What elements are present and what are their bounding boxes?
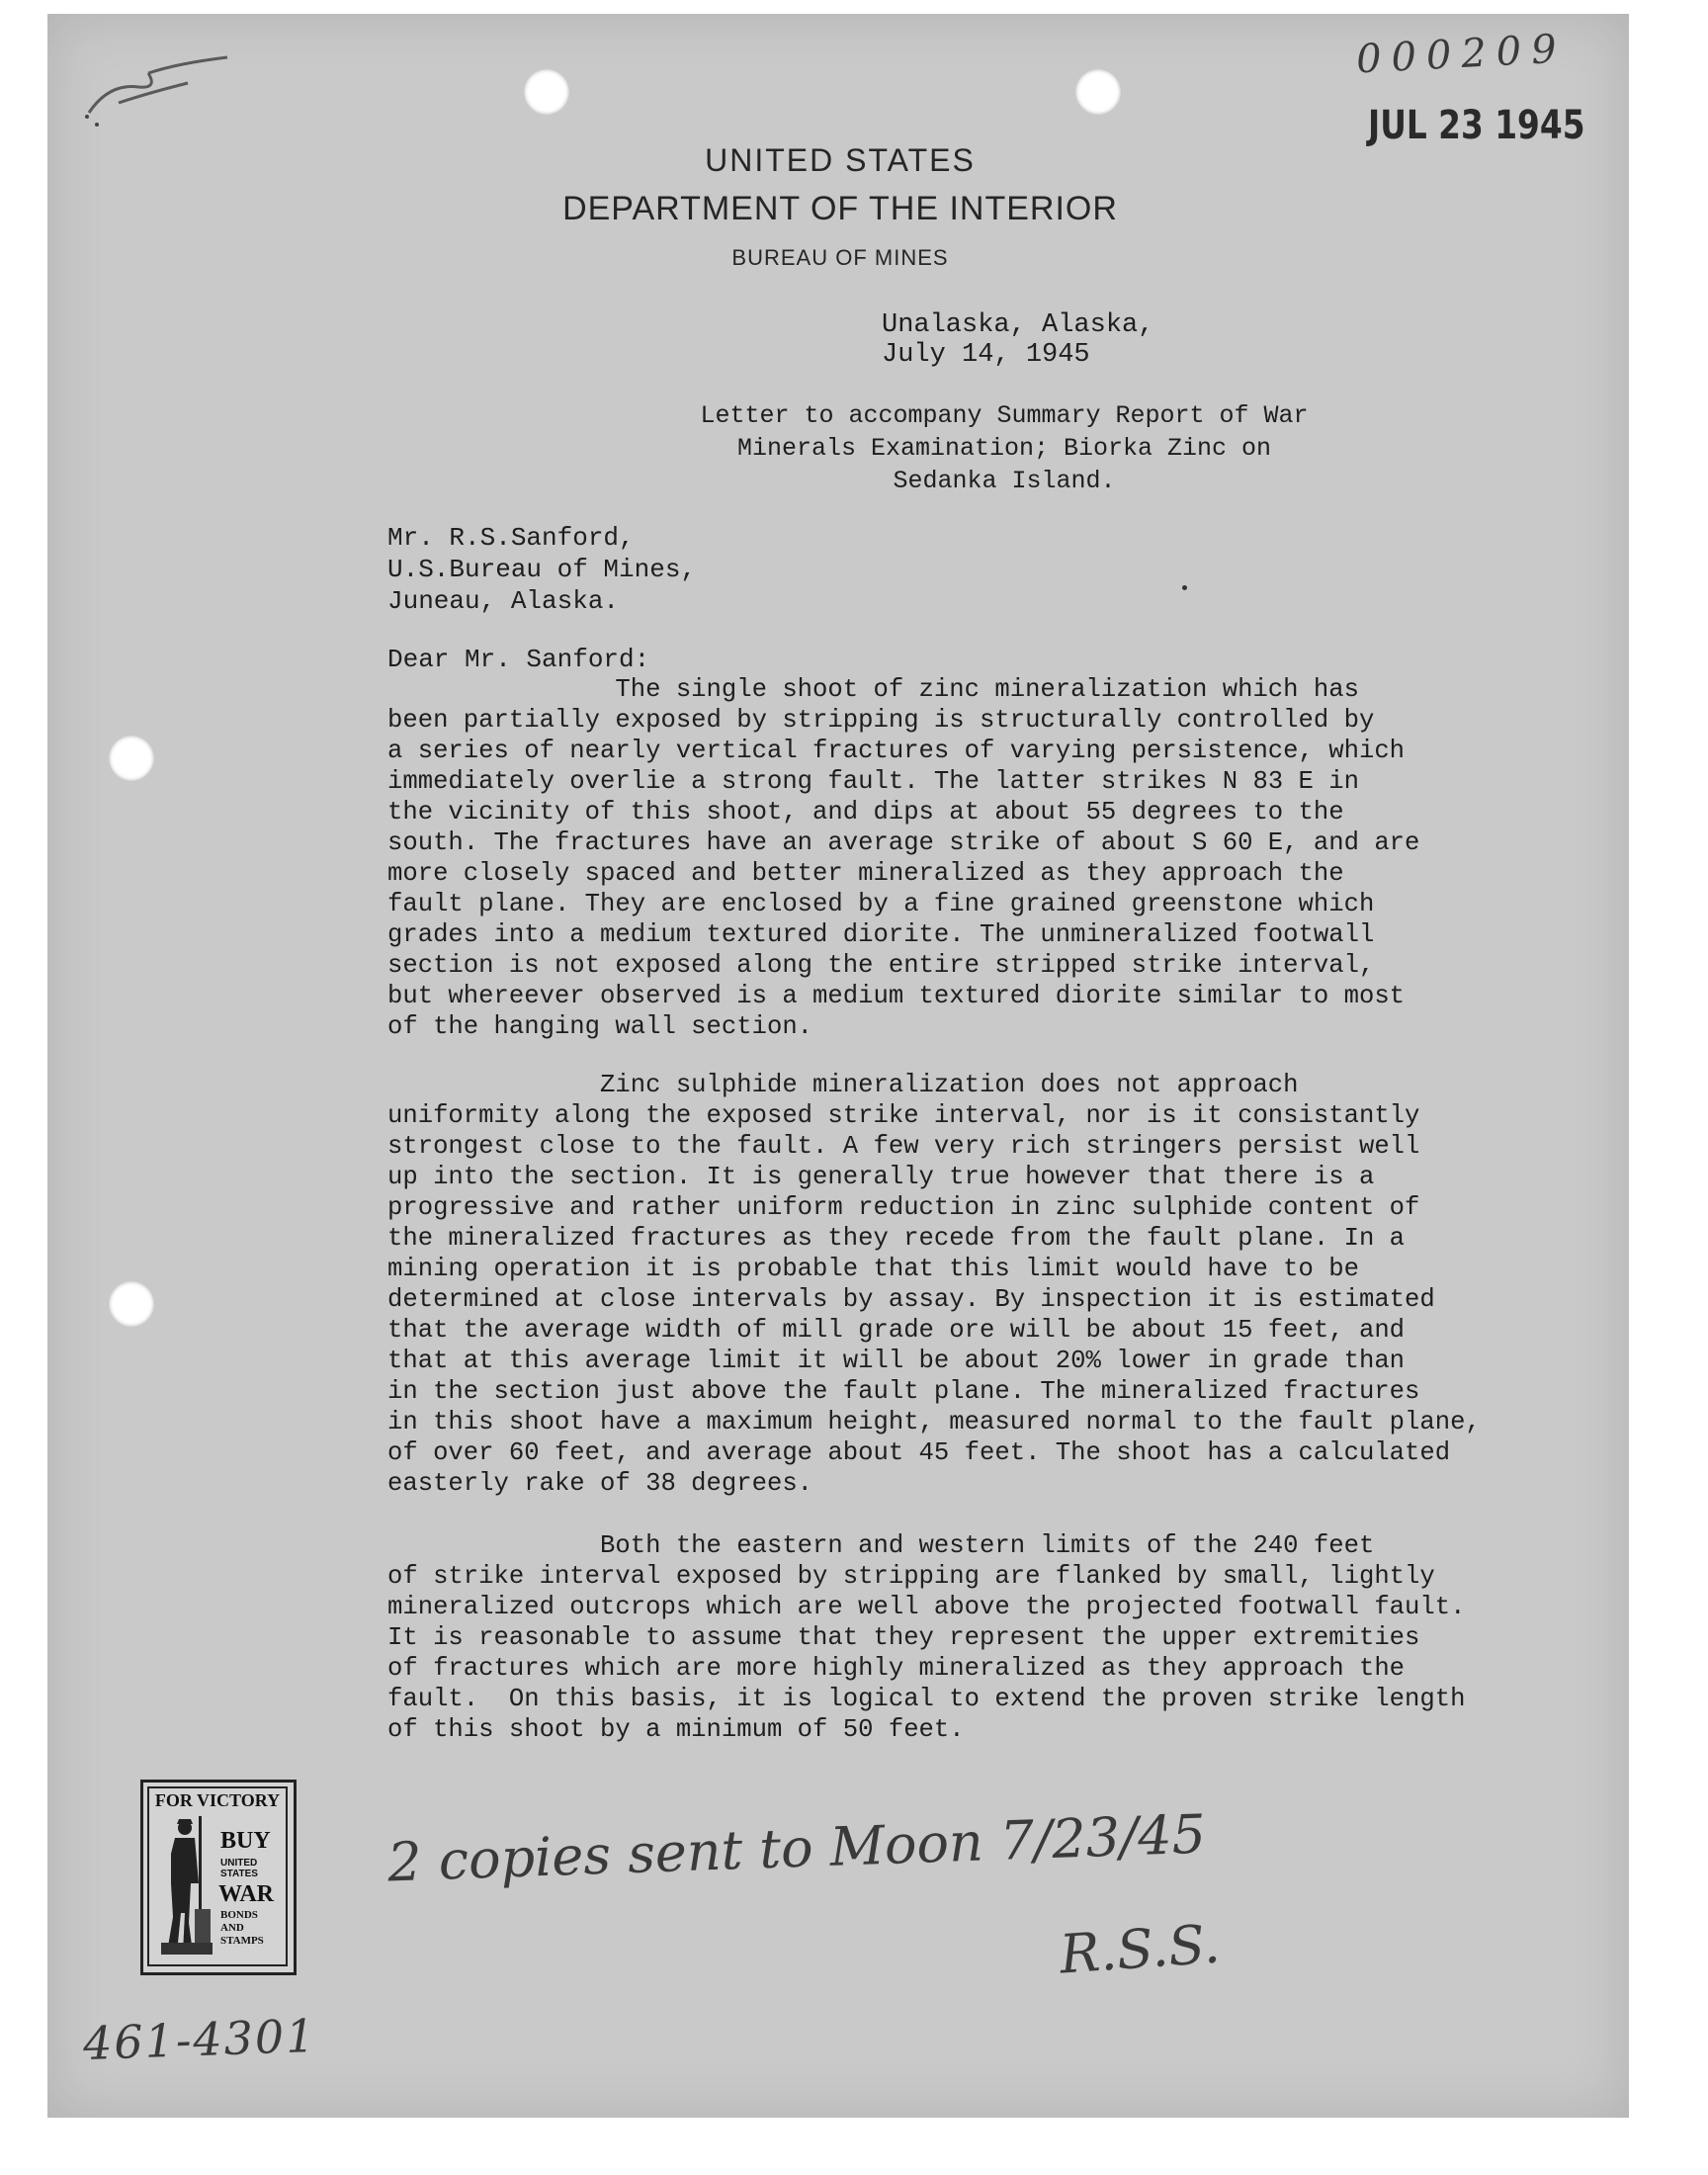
body-line: immediately overlie a strong fault. The latter strikes N 83 E in [387, 767, 1359, 796]
address-line: Juneau, Alaska. [387, 586, 620, 616]
stamp-small-text: STATES [220, 1869, 258, 1879]
address-line: U.S.Bureau of Mines, [387, 555, 697, 584]
body-line: progressive and rather uniform reduction in zinc sulphide content of [387, 1193, 1420, 1222]
stamp-small-text: UNITED [220, 1858, 258, 1869]
subject-block [664, 399, 1344, 497]
date-received-stamp: JUL 23 1945 [1368, 103, 1585, 148]
salutation: Dear Mr. Sanford: [387, 645, 650, 674]
dateline-date: July 14, 1945 [882, 340, 1090, 370]
body-line: of over 60 feet, and average about 45 feet. The shoot has a calculated [387, 1438, 1451, 1467]
body-line: mining operation it is probable that this limit would have to be [387, 1255, 1359, 1283]
war-bonds-stamp-frame [147, 1786, 288, 1966]
body-line: grades into a medium textured diorite. The unmineralized footwall [387, 920, 1375, 949]
war-bonds-stamp [140, 1780, 297, 1975]
handwritten-initials: R.S.S. [1058, 1912, 1223, 1986]
body-line: Zinc sulphide mineralization does not approach [387, 1071, 1299, 1099]
body-line: but whereever observed is a medium textured diorite similar to most [387, 982, 1406, 1010]
body-line: more closely spaced and better mineralized as they approach the [387, 859, 1344, 888]
body-line: the vicinity of this shoot, and dips at about 55 degrees to the [387, 798, 1344, 826]
body-line: of the hanging wall section. [387, 1012, 813, 1041]
body-line: in the section just above the fault plane. The mineralized fractures [387, 1377, 1420, 1406]
stamp-united-states [220, 1858, 258, 1879]
handwritten-file-number: 461-4301 [82, 2008, 318, 2071]
body-line: mineralized outcrops which are well above the projected footwall fault. [387, 1593, 1466, 1621]
document-number: 000209 [1354, 26, 1568, 83]
stamp-buy-text: BUY [220, 1828, 271, 1854]
body-line: fault. On this basis, it is logical to extend the proven strike length [387, 1685, 1466, 1713]
body-line: been partially exposed by stripping is structurally controlled by [387, 706, 1375, 735]
letterhead-country: UNITED STATES [705, 142, 976, 178]
minuteman-icon [155, 1814, 214, 1960]
punch-hole [109, 1281, 154, 1327]
stamp-small-text: STAMPS [220, 1935, 264, 1947]
body-line: the mineralized fractures as they recede from the fault plane. In a [387, 1224, 1406, 1253]
letterhead-bureau: BUREAU OF MINES [731, 245, 949, 270]
body-line: Both the eastern and western limits of the 240 feet [387, 1531, 1375, 1560]
body-paragraph-3 [387, 1530, 1465, 1745]
body-line: The single shoot of zinc mineralization which has [387, 675, 1359, 704]
body-line: south. The fractures have an average strike of about S 60 E, and are [387, 828, 1420, 857]
address-line: Mr. R.S.Sanford, [387, 523, 635, 553]
body-line: uniformity along the exposed strike interval, nor is it consistantly [387, 1101, 1420, 1130]
dateline-place: Unalaska, Alaska, [882, 310, 1154, 340]
body-line: section is not exposed along the entire stripped strike interval, [387, 951, 1375, 980]
punch-hole [524, 69, 569, 115]
handwritten-note: 2 copies sent to Moon 7/23/45 [386, 1802, 1207, 1894]
body-line: of this shoot by a minimum of 50 feet. [387, 1715, 965, 1744]
body-line: that the average width of mill grade ore will be about 15 feet, and [387, 1316, 1406, 1345]
body-paragraph-1 [387, 674, 1419, 1042]
stamp-small-text: AND [220, 1922, 244, 1934]
subject-line: Sedanka Island. [893, 467, 1116, 495]
punch-hole [109, 736, 154, 781]
body-line: up into the section. It is generally true however that there is a [387, 1163, 1375, 1191]
subject-line: Minerals Examination; Biorka Zinc on [736, 434, 1272, 463]
stamp-slogan: FOR VICTORY [154, 1790, 281, 1810]
paper-speck [1182, 585, 1187, 590]
body-line: determined at close intervals by assay. By inspection it is estimated [387, 1285, 1435, 1314]
letterhead-department: DEPARTMENT OF THE INTERIOR [562, 190, 1118, 227]
punch-hole [1075, 69, 1121, 115]
stamp-small-text: BONDS [220, 1909, 258, 1921]
body-line: strongest close to the fault. A few very rich stringers persist well [387, 1132, 1420, 1161]
body-line: It is reasonable to assume that they represent the upper extremities [387, 1623, 1420, 1652]
stamp-war-text: WAR [218, 1881, 275, 1907]
body-line: easterly rake of 38 degrees. [387, 1469, 813, 1498]
pencil-scribble-icon [79, 44, 247, 132]
body-paragraph-2 [387, 1070, 1481, 1499]
subject-line: Letter to accompany Summary Report of War [700, 401, 1309, 430]
stamp-bonds-text [220, 1909, 264, 1948]
body-line: a series of nearly vertical fractures of varying persistence, which [387, 737, 1406, 765]
body-line: in this shoot have a maximum height, measured normal to the fault plane, [387, 1408, 1481, 1436]
recipient-address [387, 522, 696, 617]
body-line: fault plane. They are enclosed by a fine grained greenstone which [387, 890, 1375, 918]
body-line: that at this average limit it will be about 20% lower in grade than [387, 1347, 1406, 1375]
body-line: of strike interval exposed by stripping are flanked by small, lightly [387, 1562, 1435, 1591]
body-line: of fractures which are more highly mineralized as they approach the [387, 1654, 1406, 1683]
